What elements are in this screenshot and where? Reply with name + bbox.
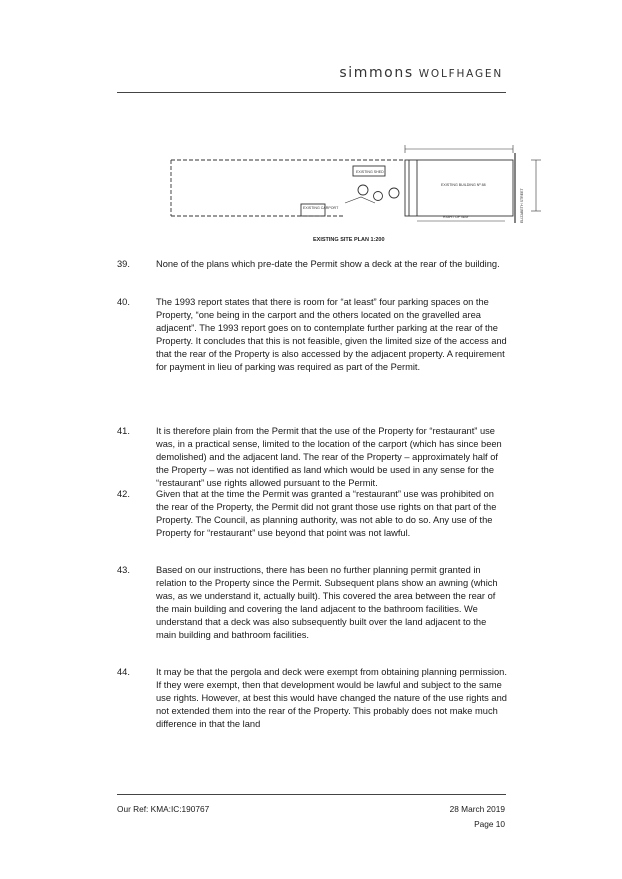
paragraph-number: 40.: [117, 297, 130, 307]
paragraph-number: 44.: [117, 667, 130, 677]
paragraph-text: None of the plans which pre-date the Permit show a deck at the rear of the building.: [156, 259, 500, 269]
site-boundary-line: [171, 160, 405, 216]
footer-date: 28 March 2019: [449, 804, 505, 814]
paragraph-number: 43.: [117, 565, 130, 575]
paragraph-42: [117, 488, 507, 540]
shed-label: EXISTING SHED: [356, 170, 384, 174]
paragraph-number: 39.: [117, 259, 130, 269]
existing-building-outline: [405, 160, 513, 216]
paragraph-text: Based on our instructions, there has been no further planning permit granted in relation to the Property since the Permit. Subsequent plans show an awning (which was, as we understand it, actually built). This covered the area between the rear of the main building and covering the land adjacent to the bathroom facilities. We understand that a deck was also subsequently built over the land adjacent to the main building and bathroom facilities.: [156, 565, 498, 640]
paragraph-number: 41.: [117, 426, 130, 436]
firm-logo: [339, 62, 503, 81]
paragraph-39: [117, 258, 507, 271]
tree-symbol: [358, 185, 368, 195]
tree-symbol: [374, 192, 383, 201]
paragraph-41: [117, 425, 507, 490]
paragraph-text: It is therefore plain from the Permit that the use of the Property for “restaurant” use was, in a practical sense, limited to the location of the carport (which has since been demolished) and the adjacent land. The rear of the Property – approximately half of the Property – was not identified as land which would be used in any sense for the “restaurant” use rights allowed pursuant to the Permit.: [156, 426, 502, 488]
carport-label: EXISTING CARPORT: [303, 206, 339, 210]
path-symbol: [345, 197, 375, 203]
site-plan-drawing: [165, 133, 550, 243]
paragraph-number: 42.: [117, 489, 130, 499]
footer-reference: Our Ref: KMA:IC:190767: [117, 804, 210, 814]
paragraph-43: [117, 564, 507, 641]
figure-caption: EXISTING SITE PLAN 1:200: [313, 237, 385, 243]
paragraph-text: It may be that the pergola and deck were exempt from obtaining planning permission. If they were exempt, then that development would be lawful and subject to the same use rights. However, at best this would have changed the nature of the use rights and not extended them into the rear of the Property. This probably does not make much difference in that the land: [156, 667, 507, 729]
footer-divider: [117, 794, 506, 795]
paragraph-text: Given that at the time the Permit was granted a “restaurant” use was prohibited on the rear of the Property, the Permit did not grant those use rights on that part of the Property. The Council, as planning authority, was not able to do so. Any use of the Property for “restaurant” use beyond that point was not lawful.: [156, 489, 497, 538]
paragraph-40: [117, 296, 507, 373]
logo-sub-text: WOLFHAGEN: [418, 68, 503, 80]
page-number: Page 10: [474, 819, 505, 829]
paragraph-text: The 1993 report states that there is room for “at least” four parking spaces on the Property, “one being in the carport and the others located on the gravelled area adjacent”. The 1993 report goes on to contemplate further parking at the rear of the Property. It concludes that this is not feasible, given the limited size of the access and that the rear of the Property is also accessed by the adjacent property. A requirement for payment in lieu of parking was required as part of the Permit.: [156, 297, 507, 372]
paragraph-44: [117, 666, 507, 731]
right-of-way-label: RIGHT OF WAY: [443, 215, 469, 219]
tree-symbol: [389, 188, 399, 198]
logo-main-text: simmons: [339, 65, 414, 81]
street-label: ELIZABETH STREET: [520, 188, 524, 223]
header-divider: [117, 92, 506, 93]
building-label: EXISTING BUILDING Nº 88: [441, 183, 486, 187]
